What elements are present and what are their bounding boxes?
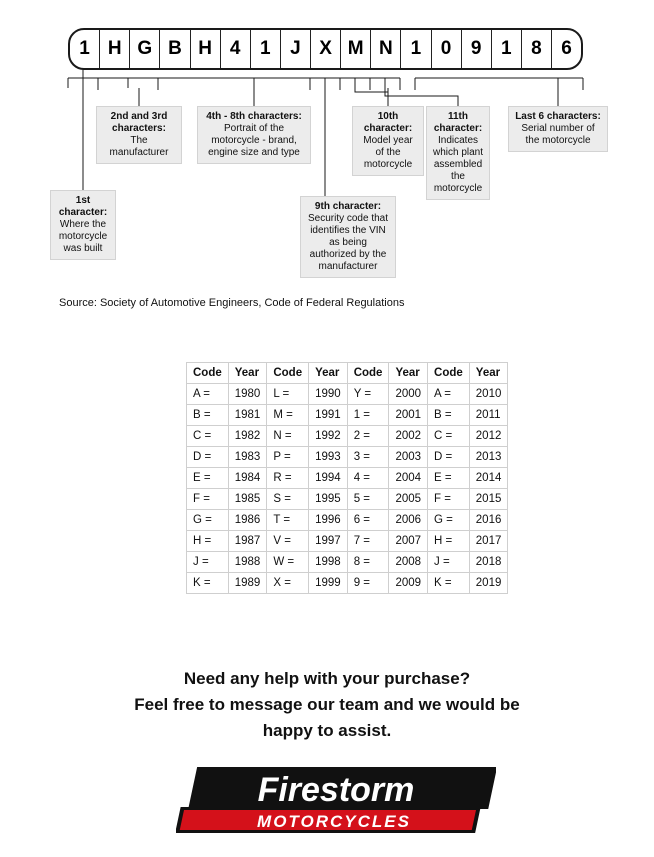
year-cell: 2017	[469, 531, 508, 552]
vin-character: N	[371, 30, 401, 68]
code-cell: 1 =	[347, 405, 389, 426]
vin-character: 1	[492, 30, 522, 68]
code-cell: G =	[187, 510, 229, 531]
year-cell: 1983	[228, 447, 267, 468]
year-cell: 2012	[469, 426, 508, 447]
code-cell: P =	[267, 447, 309, 468]
code-cell: A =	[428, 384, 470, 405]
code-cell: 2 =	[347, 426, 389, 447]
code-cell: 4 =	[347, 468, 389, 489]
year-cell: 1987	[228, 531, 267, 552]
year-cell: 2009	[389, 573, 428, 594]
vin-character: 9	[462, 30, 492, 68]
year-cell: 2008	[389, 552, 428, 573]
year-cell: 1991	[309, 405, 348, 426]
vin-character: X	[311, 30, 341, 68]
code-cell: 3 =	[347, 447, 389, 468]
callout-first-character	[50, 190, 116, 260]
callout-body: Portrait of the motorcycle - brand, engine size and type	[208, 123, 300, 158]
vin-character: B	[160, 30, 190, 68]
year-cell: 1981	[228, 405, 267, 426]
callout-title: 9th character:	[314, 201, 382, 212]
year-cell: 1993	[309, 447, 348, 468]
code-cell: S =	[267, 489, 309, 510]
table-row	[187, 405, 508, 426]
code-cell: B =	[428, 405, 470, 426]
callout-body: The manufacturer	[109, 135, 169, 158]
column-header: Code	[428, 363, 470, 384]
year-cell: 2010	[469, 384, 508, 405]
year-cell: 1990	[309, 384, 348, 405]
callout-title: 1st character:	[58, 195, 108, 218]
callout-title: 4th - 8th characters:	[206, 111, 302, 122]
column-header: Code	[267, 363, 309, 384]
vin-character: G	[130, 30, 160, 68]
table-row	[187, 573, 508, 594]
year-cell: 2013	[469, 447, 508, 468]
table-row	[187, 384, 508, 405]
code-cell: G =	[428, 510, 470, 531]
help-message	[0, 666, 654, 744]
year-cell: 2003	[389, 447, 428, 468]
source-note: Source: Society of Automotive Engineers, Code of Federal Regulations	[59, 297, 405, 309]
year-cell: 1986	[228, 510, 267, 531]
year-cell: 2002	[389, 426, 428, 447]
year-cell: 2001	[389, 405, 428, 426]
code-cell: J =	[187, 552, 229, 573]
callout-title: 2nd and 3rd characters:	[110, 111, 168, 134]
year-cell: 1984	[228, 468, 267, 489]
column-header: Year	[389, 363, 428, 384]
code-cell: D =	[187, 447, 229, 468]
column-header: Year	[469, 363, 508, 384]
column-header: Code	[187, 363, 229, 384]
year-cell: 1988	[228, 552, 267, 573]
callout-title: Last 6 characters:	[515, 111, 601, 122]
code-cell: A =	[187, 384, 229, 405]
table-row	[187, 447, 508, 468]
callout-body: Model year of the motorcycle	[363, 135, 413, 170]
year-cell: 1982	[228, 426, 267, 447]
help-line-1: Need any help with your purchase?	[183, 669, 471, 688]
code-cell: K =	[187, 573, 229, 594]
table-row	[187, 510, 508, 531]
vin-character: 1	[70, 30, 100, 68]
column-header: Year	[228, 363, 267, 384]
code-cell: N =	[267, 426, 309, 447]
year-cell: 2007	[389, 531, 428, 552]
code-cell: M =	[267, 405, 309, 426]
help-line-2: Feel free to message our team and we would be	[134, 695, 520, 714]
year-cell: 2004	[389, 468, 428, 489]
code-cell: F =	[187, 489, 229, 510]
code-cell: E =	[428, 468, 470, 489]
vin-character: 0	[432, 30, 462, 68]
code-cell: C =	[187, 426, 229, 447]
year-cell: 2018	[469, 552, 508, 573]
table-row	[187, 531, 508, 552]
vin-character: 8	[522, 30, 552, 68]
code-cell: K =	[428, 573, 470, 594]
vin-character: H	[191, 30, 221, 68]
year-cell: 2016	[469, 510, 508, 531]
vin-character: H	[100, 30, 130, 68]
code-cell: J =	[428, 552, 470, 573]
year-cell: 2006	[389, 510, 428, 531]
year-cell: 1995	[309, 489, 348, 510]
table-row	[187, 552, 508, 573]
callout-title: 11th character:	[433, 111, 483, 134]
year-cell: 1980	[228, 384, 267, 405]
callout-tenth-character	[352, 106, 424, 176]
callout-title: 10th character:	[363, 111, 413, 134]
code-cell: Y =	[347, 384, 389, 405]
year-cell: 1994	[309, 468, 348, 489]
table-header-row	[187, 363, 508, 384]
vin-character: J	[281, 30, 311, 68]
code-cell: H =	[187, 531, 229, 552]
year-cell: 2011	[469, 405, 508, 426]
year-cell: 2000	[389, 384, 428, 405]
code-cell: 8 =	[347, 552, 389, 573]
vin-character: 1	[251, 30, 281, 68]
year-cell: 1992	[309, 426, 348, 447]
code-cell: H =	[428, 531, 470, 552]
callout-fourth-eighth-characters	[197, 106, 311, 164]
code-cell: D =	[428, 447, 470, 468]
column-header: Code	[347, 363, 389, 384]
vin-strip	[68, 28, 583, 70]
logo-secondary-text: MOTORCYCLES	[257, 812, 411, 831]
year-cell: 1989	[228, 573, 267, 594]
callout-last-six-characters	[508, 106, 608, 152]
year-cell: 2014	[469, 468, 508, 489]
callout-body: Indicates which plant assembled the motorcycle	[432, 135, 484, 194]
year-cell: 1998	[309, 552, 348, 573]
logo-primary-text: Firestorm	[257, 771, 415, 809]
table-row	[187, 426, 508, 447]
code-cell: B =	[187, 405, 229, 426]
code-cell: X =	[267, 573, 309, 594]
table-row	[187, 468, 508, 489]
code-cell: W =	[267, 552, 309, 573]
column-header: Year	[309, 363, 348, 384]
callout-body: Serial number of the motorcycle	[521, 123, 595, 146]
callout-body: Security code that identifies the VIN as being authorized by the manufacturer	[307, 213, 389, 272]
code-cell: T =	[267, 510, 309, 531]
vin-character: 6	[561, 38, 572, 59]
table-row	[187, 489, 508, 510]
code-cell: 9 =	[347, 573, 389, 594]
vin-character: 4	[221, 30, 251, 68]
callout-eleventh-character	[426, 106, 490, 200]
year-cell: 2019	[469, 573, 508, 594]
callout-second-third-characters	[96, 106, 182, 164]
code-cell: L =	[267, 384, 309, 405]
year-cell: 2005	[389, 489, 428, 510]
help-line-3: happy to assist.	[262, 721, 392, 740]
code-cell: C =	[428, 426, 470, 447]
year-cell: 2015	[469, 489, 508, 510]
callout-ninth-character	[300, 196, 396, 278]
callout-body: Where the motorcycle was built	[58, 219, 108, 254]
code-cell: V =	[267, 531, 309, 552]
year-cell: 1999	[309, 573, 348, 594]
vin-character: 1	[401, 30, 431, 68]
code-cell: 5 =	[347, 489, 389, 510]
code-cell: 6 =	[347, 510, 389, 531]
vin-strip-container	[68, 28, 583, 70]
code-cell: 7 =	[347, 531, 389, 552]
code-cell: E =	[187, 468, 229, 489]
year-cell: 1985	[228, 489, 267, 510]
year-cell: 1996	[309, 510, 348, 531]
code-cell: F =	[428, 489, 470, 510]
vin-character: M	[341, 30, 371, 68]
code-cell: R =	[267, 468, 309, 489]
firestorm-motorcycles-logo	[176, 763, 496, 841]
year-code-table	[186, 362, 508, 594]
year-cell: 1997	[309, 531, 348, 552]
